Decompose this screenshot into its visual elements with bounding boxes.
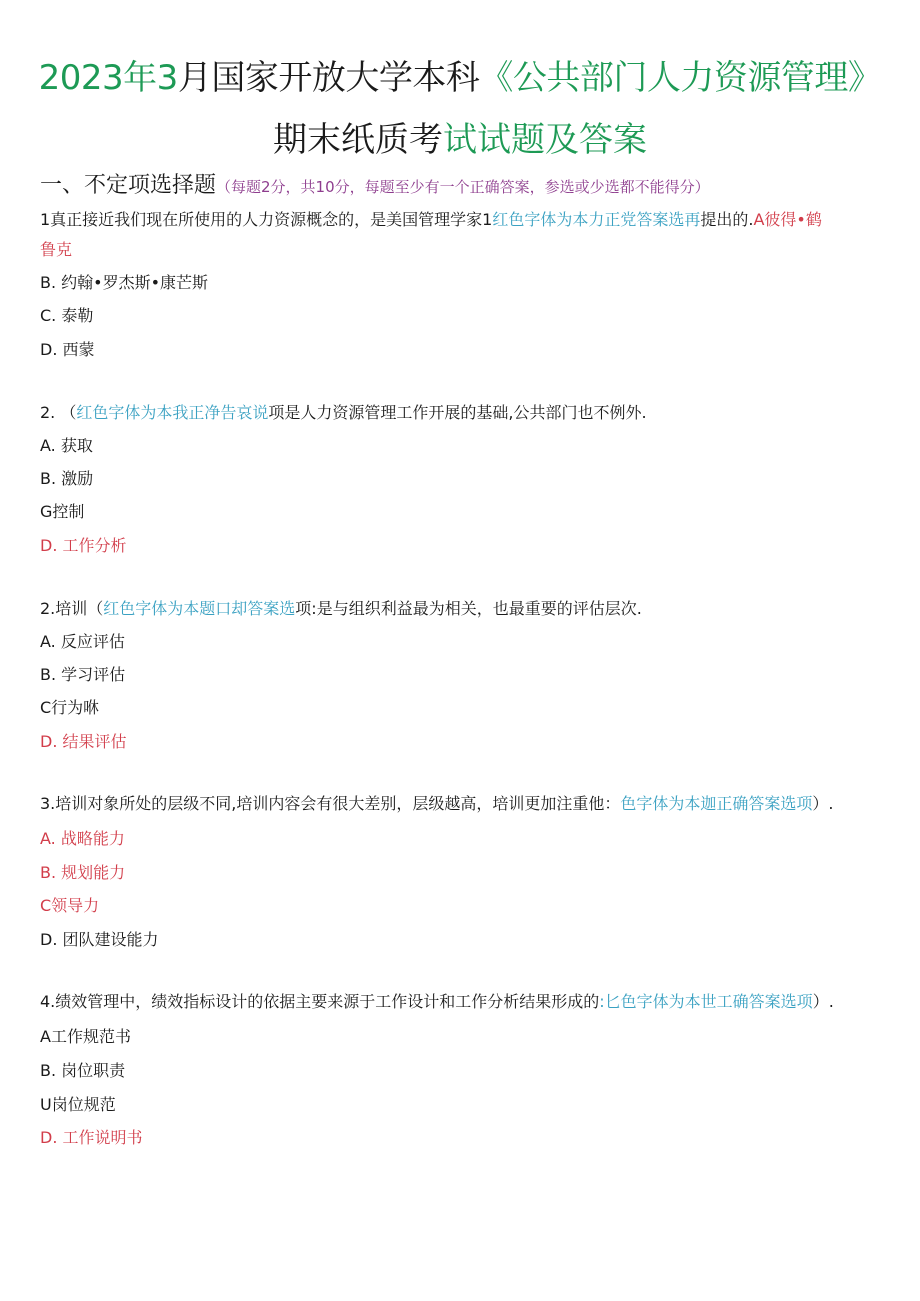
section-note: （每题2分，共10分，每题至少有一个正确答案，参选或少选都不能得分） bbox=[216, 178, 710, 196]
question-text: ）. bbox=[812, 992, 834, 1011]
answer-hint: 红色字体为本我正净告哀说 bbox=[76, 403, 269, 422]
question-4-stem bbox=[40, 794, 833, 814]
document-title-line-2 bbox=[0, 112, 920, 161]
question-2-option-c: G控制 bbox=[40, 502, 85, 521]
answer-hint: 红色字体为本题口却答案选 bbox=[103, 599, 296, 618]
title-part: 试试题及答案 bbox=[443, 120, 647, 160]
question-5-answer: D. 工作说明书 bbox=[40, 1128, 143, 1147]
title-part: 月国家开放大学本科 bbox=[177, 58, 480, 98]
question-4-answer-b: B. 规划能力 bbox=[40, 863, 126, 882]
question-1-stem bbox=[40, 210, 822, 230]
question-text: 3.培训对象所处的层级不同,培训内容会有很大差别，层级越高，培训更加注重他： bbox=[40, 794, 621, 813]
question-4-answer-a: A. 战略能力 bbox=[40, 829, 125, 848]
question-3-option-b: B. 学习评估 bbox=[40, 665, 126, 684]
question-1-option-b: B. 约翰•罗杰斯•康芒斯 bbox=[40, 273, 209, 292]
question-2-option-a: A. 获取 bbox=[40, 436, 93, 455]
document-title-line-1 bbox=[0, 50, 920, 99]
question-text: ）. bbox=[812, 794, 834, 813]
question-5-stem bbox=[40, 992, 834, 1012]
question-5-option-b: B. 岗位职责 bbox=[40, 1061, 126, 1080]
question-1-option-c: C. 泰勒 bbox=[40, 306, 94, 325]
answer-hint: 红色字体为本力正党答案选再 bbox=[492, 210, 701, 229]
correct-answer: A彼得•鹤 bbox=[753, 210, 822, 229]
question-1-answer-continued: 鲁克 bbox=[40, 240, 73, 259]
question-2-option-b: B. 激励 bbox=[40, 469, 94, 488]
question-text: 2.培训（ bbox=[40, 599, 104, 618]
question-4-answer-c: C领导力 bbox=[40, 896, 100, 915]
question-3-option-c: C行为咻 bbox=[40, 698, 100, 717]
title-part: 《公共部门人力资源管理》 bbox=[479, 58, 882, 98]
question-4-option-d: D. 团队建设能力 bbox=[40, 930, 159, 949]
question-text: 项:是与组织利益最为相关，也最重要的评估层次. bbox=[295, 599, 642, 618]
answer-hint: :匕色字体为本世工确答案选项 bbox=[599, 992, 813, 1011]
question-text: 提出的. bbox=[700, 210, 754, 229]
question-text: 1真正接近我们现在所使用的人力资源概念的，是美国管理学家1 bbox=[40, 210, 493, 229]
question-5-option-a: A工作规范书 bbox=[40, 1027, 131, 1046]
question-text: 项是人力资源管理工作开展的基础,公共部门也不例外. bbox=[268, 403, 647, 422]
title-part: 2023年3 bbox=[38, 58, 178, 98]
question-1-option-d: D. 西蒙 bbox=[40, 340, 95, 359]
question-5-option-c: U岗位规范 bbox=[40, 1095, 116, 1114]
question-2-answer: D. 工作分析 bbox=[40, 536, 127, 555]
section-heading bbox=[40, 168, 710, 199]
answer-hint: 色字体为本迦正确答案选项 bbox=[620, 794, 813, 813]
title-part: 期末纸质考 bbox=[273, 120, 443, 160]
question-2-stem bbox=[40, 403, 647, 423]
question-3-option-a: A. 反应评估 bbox=[40, 632, 125, 651]
question-3-answer: D. 结果评估 bbox=[40, 732, 127, 751]
question-text: 2. （ bbox=[40, 403, 77, 422]
question-3-stem bbox=[40, 599, 642, 619]
section-title: 一、不定项选择题 bbox=[40, 173, 217, 198]
question-text: 4.绩效管理中，绩效指标设计的依据主要来源于工作设计和工作分析结果形成的 bbox=[40, 992, 600, 1011]
